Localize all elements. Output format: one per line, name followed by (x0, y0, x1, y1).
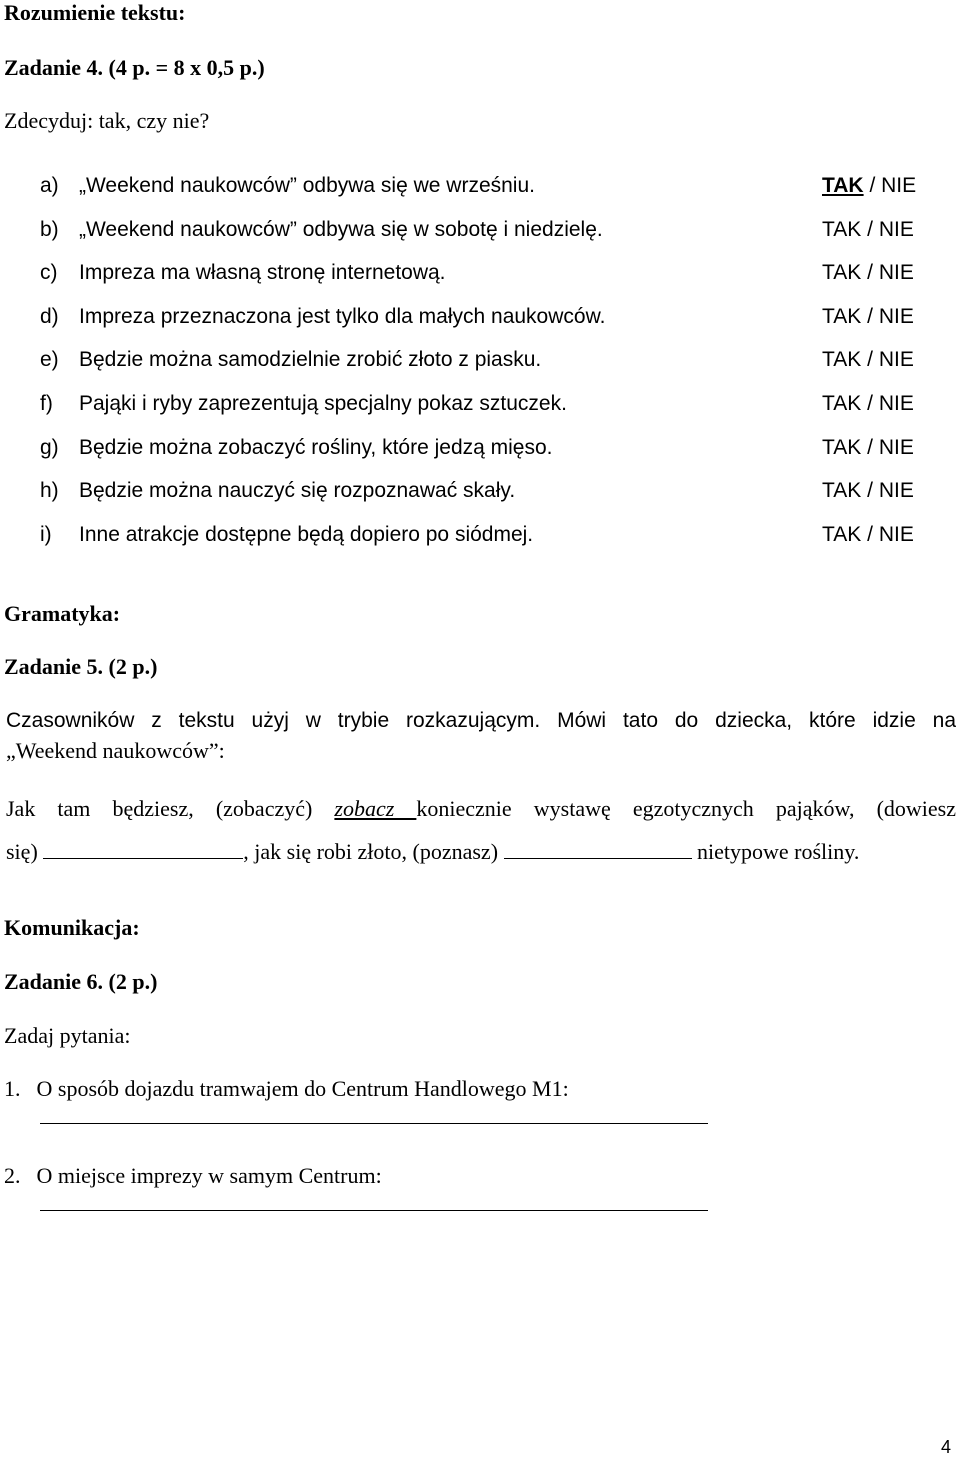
task-instruction-6: Zadaj pytania: (4, 1023, 131, 1048)
item-statement: Inne atrakcje dostępne będą dopiero po siódmej. (79, 522, 534, 546)
item-letter: a) (40, 174, 59, 197)
nie-option[interactable]: NIE (878, 261, 914, 285)
tak-option[interactable]: TAK (822, 261, 862, 285)
exercise-text-3: się) (6, 839, 44, 864)
nie-option[interactable]: NIE (878, 435, 914, 459)
tak-option[interactable]: TAK (822, 348, 862, 372)
nie-option[interactable]: NIE (878, 522, 914, 546)
tak-nie-choice (822, 437, 914, 458)
exercise-text-4: , jak się robi złoto, (poznasz) (243, 839, 504, 864)
task-title-6: Zadanie 6. (2 p.) (4, 969, 158, 994)
item-letter: c) (40, 261, 58, 285)
item-statement: Impreza ma własną stronę internetową. (79, 261, 446, 285)
answer-blank-poznaj[interactable] (504, 840, 692, 859)
choice-separator: / (863, 174, 882, 197)
question-1 (4, 1078, 569, 1100)
answer-blank-dowiedz[interactable] (43, 840, 243, 859)
item-letter: i) (40, 522, 52, 546)
choice-separator: / (861, 522, 879, 546)
answer-line-2[interactable] (40, 1210, 708, 1211)
choice-separator: / (861, 435, 879, 459)
question-number: 2. (4, 1163, 21, 1188)
tak-nie-choice (822, 480, 914, 501)
nie-option[interactable]: NIE (878, 479, 914, 503)
item-statement: „Weekend naukowców” odbywa się we wrześniu. (79, 174, 535, 197)
item-statement: Impreza przeznaczona jest tylko dla małych naukowców. (79, 304, 606, 328)
item-statement: „Weekend naukowców” odbywa się w sobotę i niedzielę. (79, 217, 603, 241)
section-heading-grammar: Gramatyka: (4, 601, 121, 626)
question-text: O sposób dojazdu tramwajem do Centrum Handlowego M1: (36, 1076, 569, 1101)
choice-separator: / (861, 479, 879, 503)
item-letter: h) (40, 479, 59, 503)
tak-nie-choice (822, 349, 914, 370)
task-title-5: Zadanie 5. (2 p.) (4, 654, 158, 679)
exercise-text-1: Jak tam będziesz, (zobaczyć) (6, 796, 335, 821)
item-statement: Będzie można samodzielnie zrobić złoto z piasku. (79, 348, 542, 372)
tak-nie-choice (822, 175, 916, 196)
question-text: O miejsce imprezy w samym Centrum: (36, 1163, 382, 1188)
item-statement: Pająki i ryby zaprezentują specjalny pokaz sztuczek. (79, 392, 567, 415)
exercise-line-1 (6, 795, 956, 825)
example-answer: zobacz (334, 796, 417, 821)
section-heading-communication: Komunikacja: (4, 915, 140, 940)
section-heading-reading: Rozumienie tekstu: (4, 0, 186, 25)
choice-separator: / (861, 348, 879, 372)
question-2 (4, 1165, 382, 1187)
item-letter: f) (40, 392, 53, 415)
task-instruction-5-line2: „Weekend naukowców”: (6, 738, 225, 763)
exercise-line-2 (6, 840, 859, 863)
tak-option[interactable]: TAK (822, 217, 862, 241)
task-instruction-5-line1: Czasowników z tekstu użyj w trybie rozkazującym. Mówi tato do dziecka, które idzie na (6, 709, 956, 732)
tak-option[interactable]: TAK (822, 435, 862, 459)
item-statement: Będzie można nauczyć się rozpoznawać skały. (79, 479, 516, 503)
page-number: 4 (941, 1437, 952, 1457)
tak-nie-choice (822, 524, 914, 545)
item-letter: g) (40, 435, 59, 459)
task-title-4: Zadanie 4. (4 p. = 8 x 0,5 p.) (4, 55, 265, 80)
tak-nie-choice (822, 262, 914, 283)
choice-separator: / (861, 304, 879, 328)
nie-option[interactable]: NIE (878, 348, 914, 372)
nie-option[interactable]: NIE (878, 217, 914, 241)
tak-nie-choice (822, 306, 914, 327)
choice-separator: / (861, 261, 879, 285)
tak-option[interactable]: TAK (822, 392, 862, 415)
exercise-text-2: koniecznie wystawę egzotycznych pająków, (dowiesz (416, 796, 956, 821)
tak-nie-choice (822, 219, 914, 240)
tak-nie-choice (822, 393, 914, 414)
tak-option[interactable]: TAK (822, 304, 862, 328)
item-letter: b) (40, 217, 59, 241)
nie-option[interactable]: NIE (878, 392, 914, 415)
tak-option[interactable]: TAK (822, 522, 862, 546)
tak-option[interactable]: TAK (822, 174, 864, 197)
tak-option[interactable]: TAK (822, 479, 862, 503)
nie-option[interactable]: NIE (881, 174, 917, 197)
choice-separator: / (861, 217, 879, 241)
item-letter: d) (40, 304, 59, 328)
item-statement: Będzie można zobaczyć rośliny, które jedzą mięso. (79, 435, 553, 459)
answer-line-1[interactable] (40, 1123, 708, 1124)
task-instruction-4: Zdecyduj: tak, czy nie? (4, 108, 210, 133)
item-letter: e) (40, 348, 59, 372)
question-number: 1. (4, 1076, 21, 1101)
exercise-text-5: nietypowe rośliny. (691, 839, 860, 864)
choice-separator: / (861, 392, 879, 415)
nie-option[interactable]: NIE (878, 304, 914, 328)
